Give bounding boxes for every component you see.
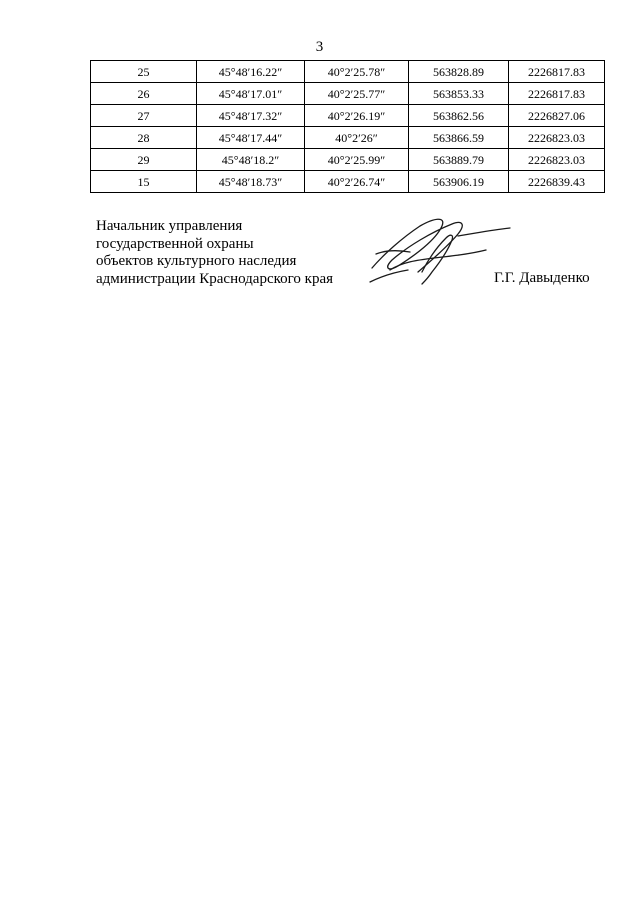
longitude-cell: 40°2′26″ xyxy=(305,127,409,149)
point-number: 25 xyxy=(91,61,197,83)
point-number: 29 xyxy=(91,149,197,171)
x-coordinate-cell: 563906.19 xyxy=(409,171,509,193)
table-row xyxy=(91,61,605,83)
table-row xyxy=(91,105,605,127)
x-coordinate-cell: 563828.89 xyxy=(409,61,509,83)
latitude-cell: 45°48′17.32″ xyxy=(197,105,305,127)
longitude-cell: 40°2′25.99″ xyxy=(305,149,409,171)
table-row xyxy=(91,83,605,105)
latitude-cell: 45°48′17.01″ xyxy=(197,83,305,105)
point-number: 27 xyxy=(91,105,197,127)
longitude-cell: 40°2′26.19″ xyxy=(305,105,409,127)
latitude-cell: 45°48′16.22″ xyxy=(197,61,305,83)
signatory-title xyxy=(96,218,333,288)
point-number: 26 xyxy=(91,83,197,105)
x-coordinate-cell: 563889.79 xyxy=(409,149,509,171)
signatory-title-line: государственной охраны xyxy=(96,235,254,252)
latitude-cell: 45°48′18.73″ xyxy=(197,171,305,193)
page-number: 3 xyxy=(315,39,324,55)
latitude-cell: 45°48′18.2″ xyxy=(197,149,305,171)
x-coordinate-cell: 563866.59 xyxy=(409,127,509,149)
y-coordinate-cell: 2226839.43 xyxy=(509,171,605,193)
table-row xyxy=(91,171,605,193)
table-row xyxy=(91,149,605,171)
longitude-cell: 40°2′25.78″ xyxy=(305,61,409,83)
longitude-cell: 40°2′25.77″ xyxy=(305,83,409,105)
longitude-cell: 40°2′26.74″ xyxy=(305,171,409,193)
handwritten-signature xyxy=(362,210,512,292)
y-coordinate-cell: 2226827.06 xyxy=(509,105,605,127)
signatory-title-line: Начальник управления xyxy=(96,218,243,234)
y-coordinate-cell: 2226823.03 xyxy=(509,149,605,171)
coordinates-table xyxy=(90,60,605,193)
x-coordinate-cell: 563853.33 xyxy=(409,83,509,105)
y-coordinate-cell: 2226817.83 xyxy=(509,83,605,105)
signatory-title-line: объектов культурного наследия xyxy=(96,253,297,269)
signatory-name: Г.Г. Давыденко xyxy=(494,270,590,286)
y-coordinate-cell: 2226817.83 xyxy=(509,61,605,83)
x-coordinate-cell: 563862.56 xyxy=(409,105,509,127)
y-coordinate-cell: 2226823.03 xyxy=(509,127,605,149)
point-number: 28 xyxy=(91,127,197,149)
point-number: 15 xyxy=(91,171,197,193)
table-row xyxy=(91,127,605,149)
latitude-cell: 45°48′17.44″ xyxy=(197,127,305,149)
signatory-title-line: администрации Краснодарского края xyxy=(96,270,334,287)
